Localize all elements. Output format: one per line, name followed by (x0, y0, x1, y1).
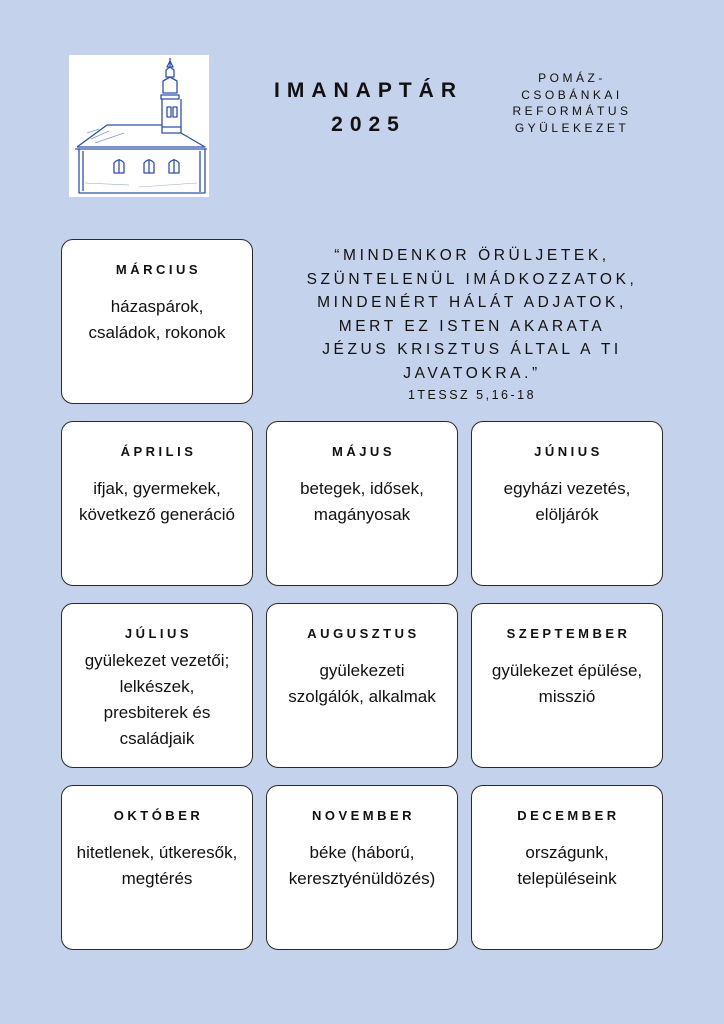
topic-line: elöljárók (535, 505, 599, 524)
topic-line: megtérés (121, 869, 193, 888)
quote-line: JAVATOKRA.” (403, 364, 541, 382)
month-name: MÁJUS (331, 444, 395, 459)
month-card-majus (266, 421, 458, 586)
prayer-topic (271, 840, 453, 892)
month-card-aprilis (61, 421, 253, 586)
topic-line: házaspárok, (110, 297, 204, 316)
prayer-topic (66, 476, 248, 528)
topic-line: misszió (538, 687, 596, 706)
topic-line: gyülekezet vezetői; (84, 651, 230, 670)
church-logo (69, 55, 209, 197)
title-line-2: 2025 (331, 113, 406, 136)
org-line: CSOBÁNKAI (521, 87, 623, 102)
topic-line: családjaik (119, 729, 195, 748)
month-name: NOVEMBER (311, 808, 416, 823)
topic-line: betegek, idősek, (300, 479, 424, 498)
topic-line: keresztyénüldözés) (288, 869, 436, 888)
topic-line: presbiterek és (103, 703, 211, 722)
month-name: MÁRCIUS (115, 262, 202, 277)
topic-line: egyházi vezetés, (503, 479, 631, 498)
topic-line: hitetlenek, útkeresők, (76, 843, 238, 862)
prayer-topic (271, 658, 453, 710)
month-name: ÁPRILIS (120, 444, 197, 459)
prayer-topic (66, 294, 248, 346)
quote-line: JÉZUS KRISZTUS ÁLTAL A TI (322, 341, 622, 358)
org-line: POMÁZ- (538, 71, 606, 85)
prayer-topic (476, 840, 658, 892)
topic-line: gyülekezet épülése, (491, 661, 643, 680)
prayer-topic (476, 658, 658, 710)
prayer-topic (271, 476, 453, 528)
month-name: SZEPTEMBER (506, 626, 631, 641)
month-card-junius (471, 421, 663, 586)
month-card-oktober (61, 785, 253, 950)
quote-reference: 1TESSZ 5,16-18 (407, 388, 537, 402)
prayer-topic (66, 840, 248, 892)
prayer-topic (66, 648, 248, 752)
title-line-1: IMANAPTÁR (274, 79, 463, 102)
quote-line: SZÜNTELENÜL IMÁDKOZZATOK, (306, 270, 638, 288)
quote-line: “MINDENKOR ÖRÜLJETEK, (334, 247, 610, 264)
topic-line: szolgálók, alkalmak (288, 687, 436, 706)
topic-line: családok, rokonok (88, 323, 226, 342)
month-card-augusztus (266, 603, 458, 768)
month-name: AUGUSZTUS (307, 626, 420, 641)
topic-line: béke (háború, (309, 843, 415, 862)
month-name: DECEMBER (517, 808, 620, 823)
month-card-november (266, 785, 458, 950)
month-card-december (471, 785, 663, 950)
topic-line: magányosak (313, 505, 411, 524)
prayer-topic (476, 476, 658, 528)
church-drawing-icon (69, 55, 209, 197)
topic-line: országunk, (525, 843, 609, 862)
month-name: JÚNIUS (534, 444, 603, 459)
org-line: REFORMÁTUS (512, 104, 632, 118)
month-card-szeptember (471, 603, 663, 768)
bible-quote (262, 244, 682, 405)
quote-line: MINDENÉRT HÁLÁT ADJATOK, (317, 294, 627, 311)
month-card-julius (61, 603, 253, 768)
org-line: GYÜLEKEZET (514, 120, 630, 135)
topic-line: gyülekezeti (319, 661, 405, 680)
month-card-marcius (61, 239, 253, 404)
topic-line: ifjak, gyermekek, (93, 479, 221, 498)
organization-name (498, 70, 643, 136)
month-name: OKTÓBER (113, 808, 204, 823)
topic-line: következő generáció (79, 505, 235, 524)
page-title (230, 74, 500, 142)
topic-line: lelkészek, (119, 677, 195, 696)
quote-line: MERT EZ ISTEN AKARATA (338, 317, 606, 335)
month-name: JÚLIUS (124, 626, 193, 641)
topic-line: településeink (517, 869, 617, 888)
